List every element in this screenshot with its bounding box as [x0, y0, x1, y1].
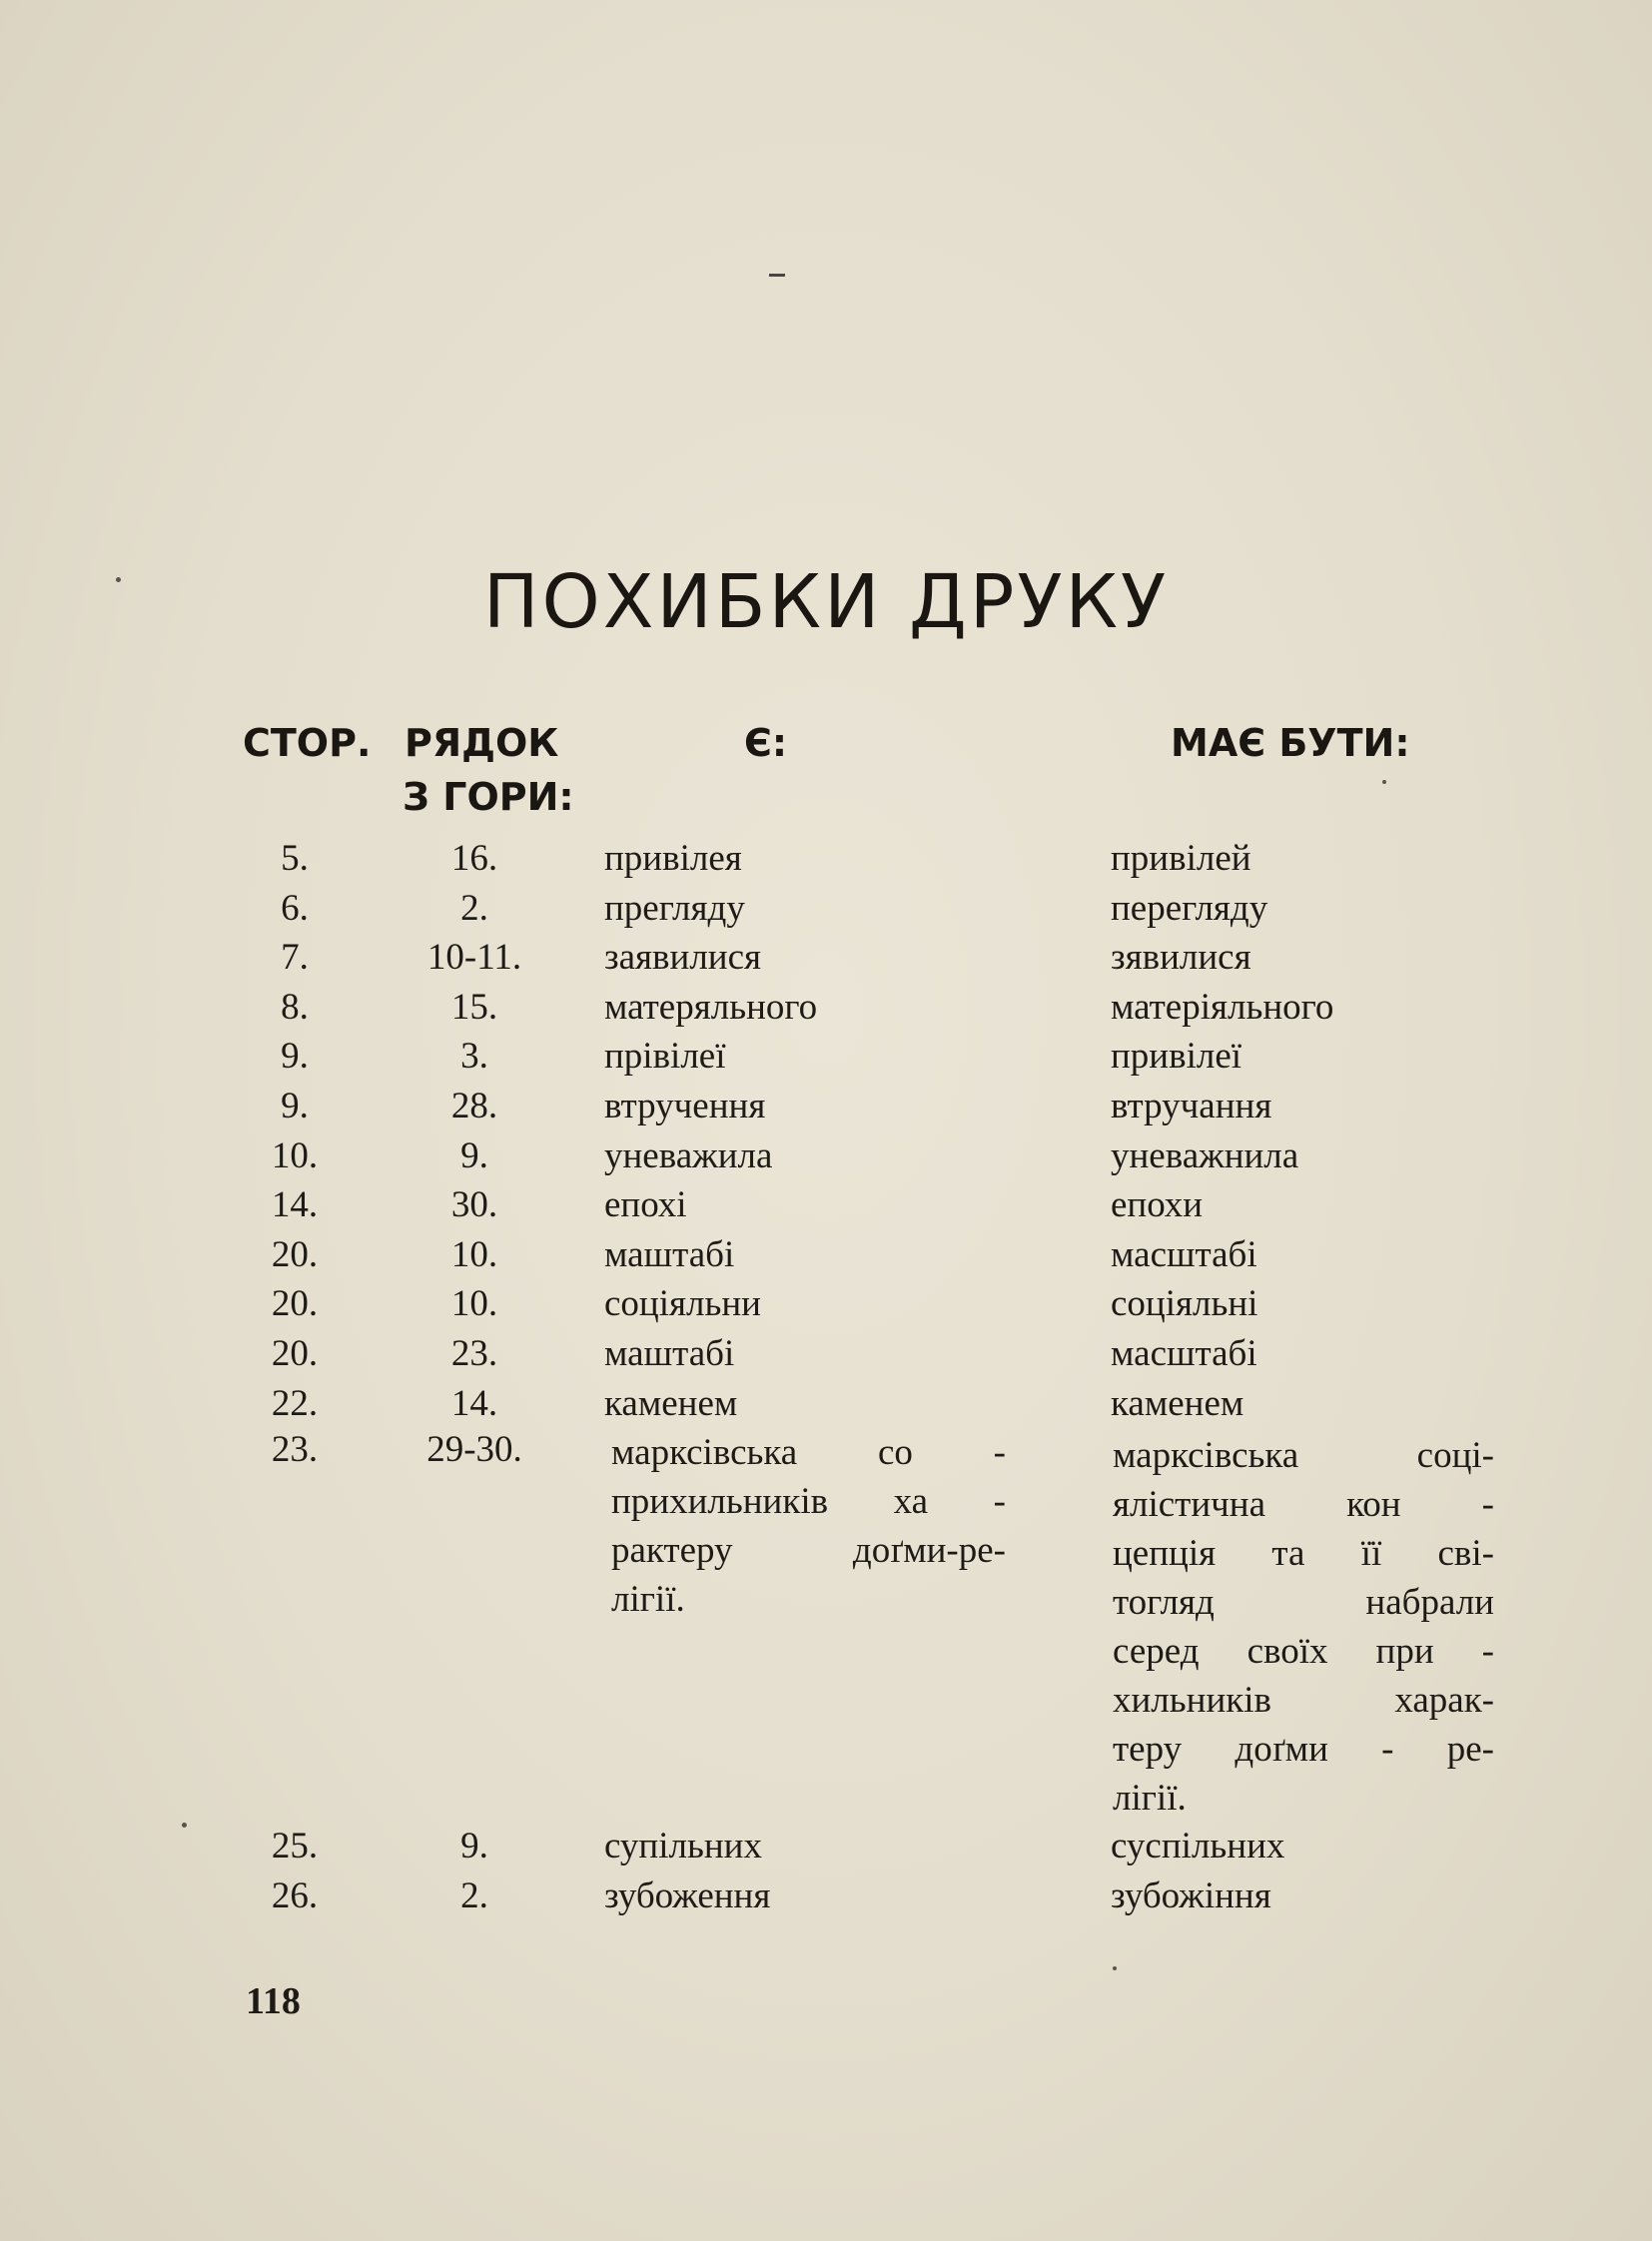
long-row-should-line: цепція та її сві- — [1113, 1533, 1494, 1574]
row-is: прівілеї — [604, 1036, 726, 1077]
row-should-be: привілей — [1111, 838, 1251, 879]
row-page: 26. — [271, 1875, 319, 1916]
long-row-should-line: марксівська соці- — [1113, 1435, 1494, 1476]
row-should-be: масштабі — [1111, 1234, 1257, 1275]
row-page: 9. — [281, 1036, 309, 1077]
row-is: зубоження — [604, 1875, 771, 1916]
long-row-should-line: ялістична кон - — [1113, 1484, 1494, 1525]
row-should-be: епохи — [1111, 1184, 1204, 1225]
paper-speck — [1382, 780, 1386, 784]
row-page: 10. — [271, 1135, 319, 1176]
row-page: 14. — [271, 1184, 319, 1225]
row-line: 10-11. — [426, 937, 522, 978]
row-line: 10. — [450, 1234, 498, 1275]
row-page: 7. — [281, 937, 309, 978]
row-is: матеряльного — [604, 987, 818, 1028]
row-is: втручення — [604, 1086, 766, 1126]
row-is: маштабі — [604, 1333, 735, 1374]
header-line: РЯДОК — [405, 721, 559, 765]
long-row-line: 29-30. — [426, 1429, 522, 1470]
row-line: 16. — [450, 838, 498, 879]
row-page: 6. — [281, 888, 309, 929]
row-line: 10. — [450, 1283, 498, 1324]
long-row-is — [611, 1428, 1006, 1624]
header-page: СТОР. — [243, 721, 372, 765]
long-row-should-line: серед своїх при - — [1113, 1631, 1494, 1672]
row-is: уневажила — [604, 1135, 773, 1176]
row-line: 3. — [460, 1036, 488, 1077]
row-should-be: зявилися — [1111, 937, 1251, 978]
row-line: 2. — [460, 1875, 488, 1916]
header-is: Є: — [744, 721, 788, 765]
row-should-be: соціяльні — [1111, 1283, 1258, 1324]
row-line: 14. — [450, 1383, 498, 1424]
long-row-should-be — [1113, 1431, 1494, 1823]
row-page: 9. — [281, 1086, 309, 1126]
long-row-page: 23. — [271, 1429, 319, 1470]
paper-speck — [182, 1823, 187, 1828]
row-should-be: зубожіння — [1111, 1875, 1271, 1916]
printer-dash-mark — [769, 274, 785, 277]
row-should-be: привілеї — [1111, 1036, 1242, 1077]
row-should-be: перегляду — [1111, 888, 1268, 929]
row-should-be: каменем — [1111, 1383, 1244, 1424]
row-is: супільних — [604, 1826, 762, 1867]
row-page: 25. — [271, 1826, 319, 1867]
row-should-be: уневажнила — [1111, 1135, 1299, 1176]
row-should-be: матеріяльного — [1111, 987, 1334, 1028]
row-line: 23. — [450, 1333, 498, 1374]
long-row-should-line: лігії. — [1113, 1778, 1187, 1819]
page-title: ПОХИБКИ ДРУКУ — [482, 559, 1170, 645]
row-line: 2. — [460, 888, 488, 929]
row-is: привілея — [604, 838, 742, 879]
long-row-should-line: теру доґми - ре- — [1113, 1729, 1494, 1770]
row-is: прегляду — [604, 888, 745, 929]
row-is: заявилися — [604, 937, 762, 978]
row-page: 22. — [271, 1383, 319, 1424]
row-should-be: суспільних — [1111, 1826, 1285, 1867]
row-line: 28. — [450, 1086, 498, 1126]
row-page: 20. — [271, 1283, 319, 1324]
row-line: 9. — [460, 1826, 488, 1867]
long-row-is-line: марксівська со - — [611, 1432, 1006, 1473]
long-row-is-line: прихильників ха - — [611, 1481, 1006, 1522]
row-should-be: масштабі — [1111, 1333, 1257, 1374]
header-line-from-top: З ГОРИ: — [403, 775, 574, 819]
row-line: 15. — [450, 987, 498, 1028]
long-row-should-line: хильників харак- — [1113, 1680, 1494, 1721]
paper-speck — [1113, 1966, 1117, 1970]
header-should-be: МАЄ БУТИ: — [1171, 721, 1410, 765]
long-row-should-line: тогляд набрали — [1113, 1582, 1494, 1623]
row-is: епохі — [604, 1184, 687, 1225]
row-page: 8. — [281, 987, 309, 1028]
row-is: соціяльни — [604, 1283, 761, 1324]
row-line: 9. — [460, 1135, 488, 1176]
row-page: 20. — [271, 1333, 319, 1374]
row-should-be: втручання — [1111, 1086, 1272, 1126]
row-page: 20. — [271, 1234, 319, 1275]
row-line: 30. — [450, 1184, 498, 1225]
row-page: 5. — [281, 838, 309, 879]
long-row-is-line: рактеру доґми-ре- — [611, 1530, 1006, 1571]
row-is: маштабі — [604, 1234, 735, 1275]
row-is: каменем — [604, 1383, 738, 1424]
long-row-is-line: лігії. — [611, 1579, 685, 1620]
page-number: 118 — [246, 1980, 301, 2022]
